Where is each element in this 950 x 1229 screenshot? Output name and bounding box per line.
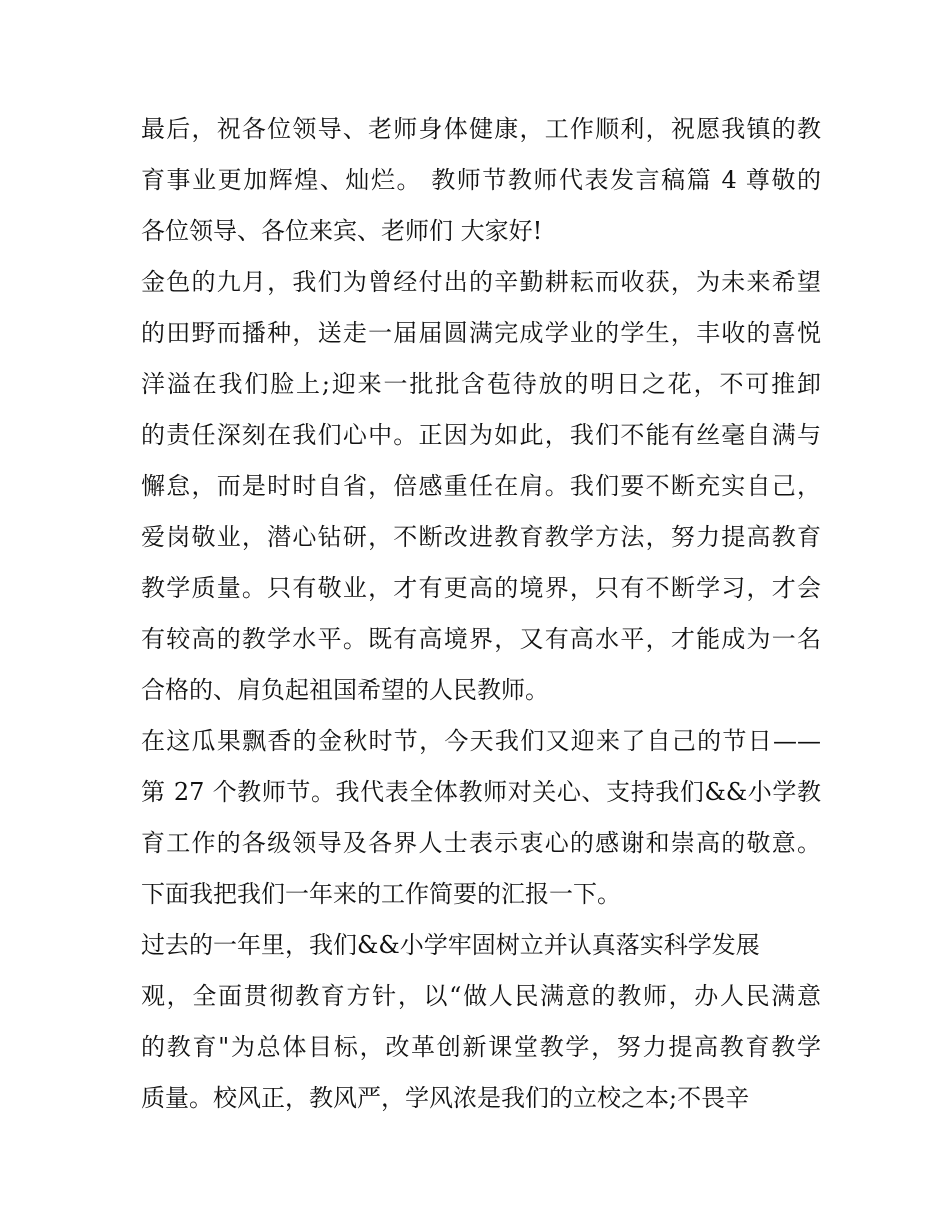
text-line: 的责任深刻在我们心中。正因为如此，我们不能有丝毫自满与 [141,421,821,449]
text-line: 金色的九月，我们为曾经付出的辛勤耕耘而收获，为未来希望 [141,268,821,296]
text-line: 下面我把我们一年来的工作简要的汇报一下。 [141,880,621,908]
text-line: 育工作的各级领导及各界人士表示衷心的感谢和崇高的敬意。 [141,829,821,857]
text-line: 的田野而播种，送走一届届圆满完成学业的学生，丰收的喜悦 [141,319,821,347]
text-line: 有较高的教学水平。既有高境界，又有高水平，才能成为一名 [141,625,821,653]
text-line: 在这瓜果飘香的金秋时节，今天我们又迎来了自己的节日—— [141,727,821,755]
text-line: 观，全面贯彻教育方针，以“做人民满意的教师，办人民满意 [141,982,821,1010]
text-line: 育事业更加辉煌、灿烂。 教师节教师代表发言稿篇 4 尊敬的 [141,166,821,194]
text-line: 第 27 个教师节。我代表全体教师对关心、支持我们&&小学教 [141,778,821,806]
text-line: 各位领导、各位来宾、老师们 大家好! [141,217,543,245]
text-line: 懈怠，而是时时自省，倍感重任在肩。我们要不断充实自己， [141,472,821,500]
body-text [141,104,821,1124]
text-line: 过去的一年里，我们&&小学牢固树立并认真落实科学发展 [141,931,760,959]
text-line: 最后，祝各位领导、老师身体健康，工作顺利，祝愿我镇的教 [141,115,821,143]
text-line: 合格的、肩负起祖国希望的人民教师。 [141,676,549,704]
text-line: 教学质量。只有敬业，才有更高的境界，只有不断学习，才会 [141,574,821,602]
text-line: 爱岗敬业，潜心钻研，不断改进教育教学方法，努力提高教育 [141,523,821,551]
text-line: 的教育"为总体目标，改革创新课堂教学，努力提高教育教学 [141,1033,821,1061]
text-line: 洋溢在我们脸上;迎来一批批含苞待放的明日之花，不可推卸 [141,370,821,398]
text-line: 质量。校风正，教风严，学风浓是我们的立校之本;不畏辛 [141,1084,750,1112]
